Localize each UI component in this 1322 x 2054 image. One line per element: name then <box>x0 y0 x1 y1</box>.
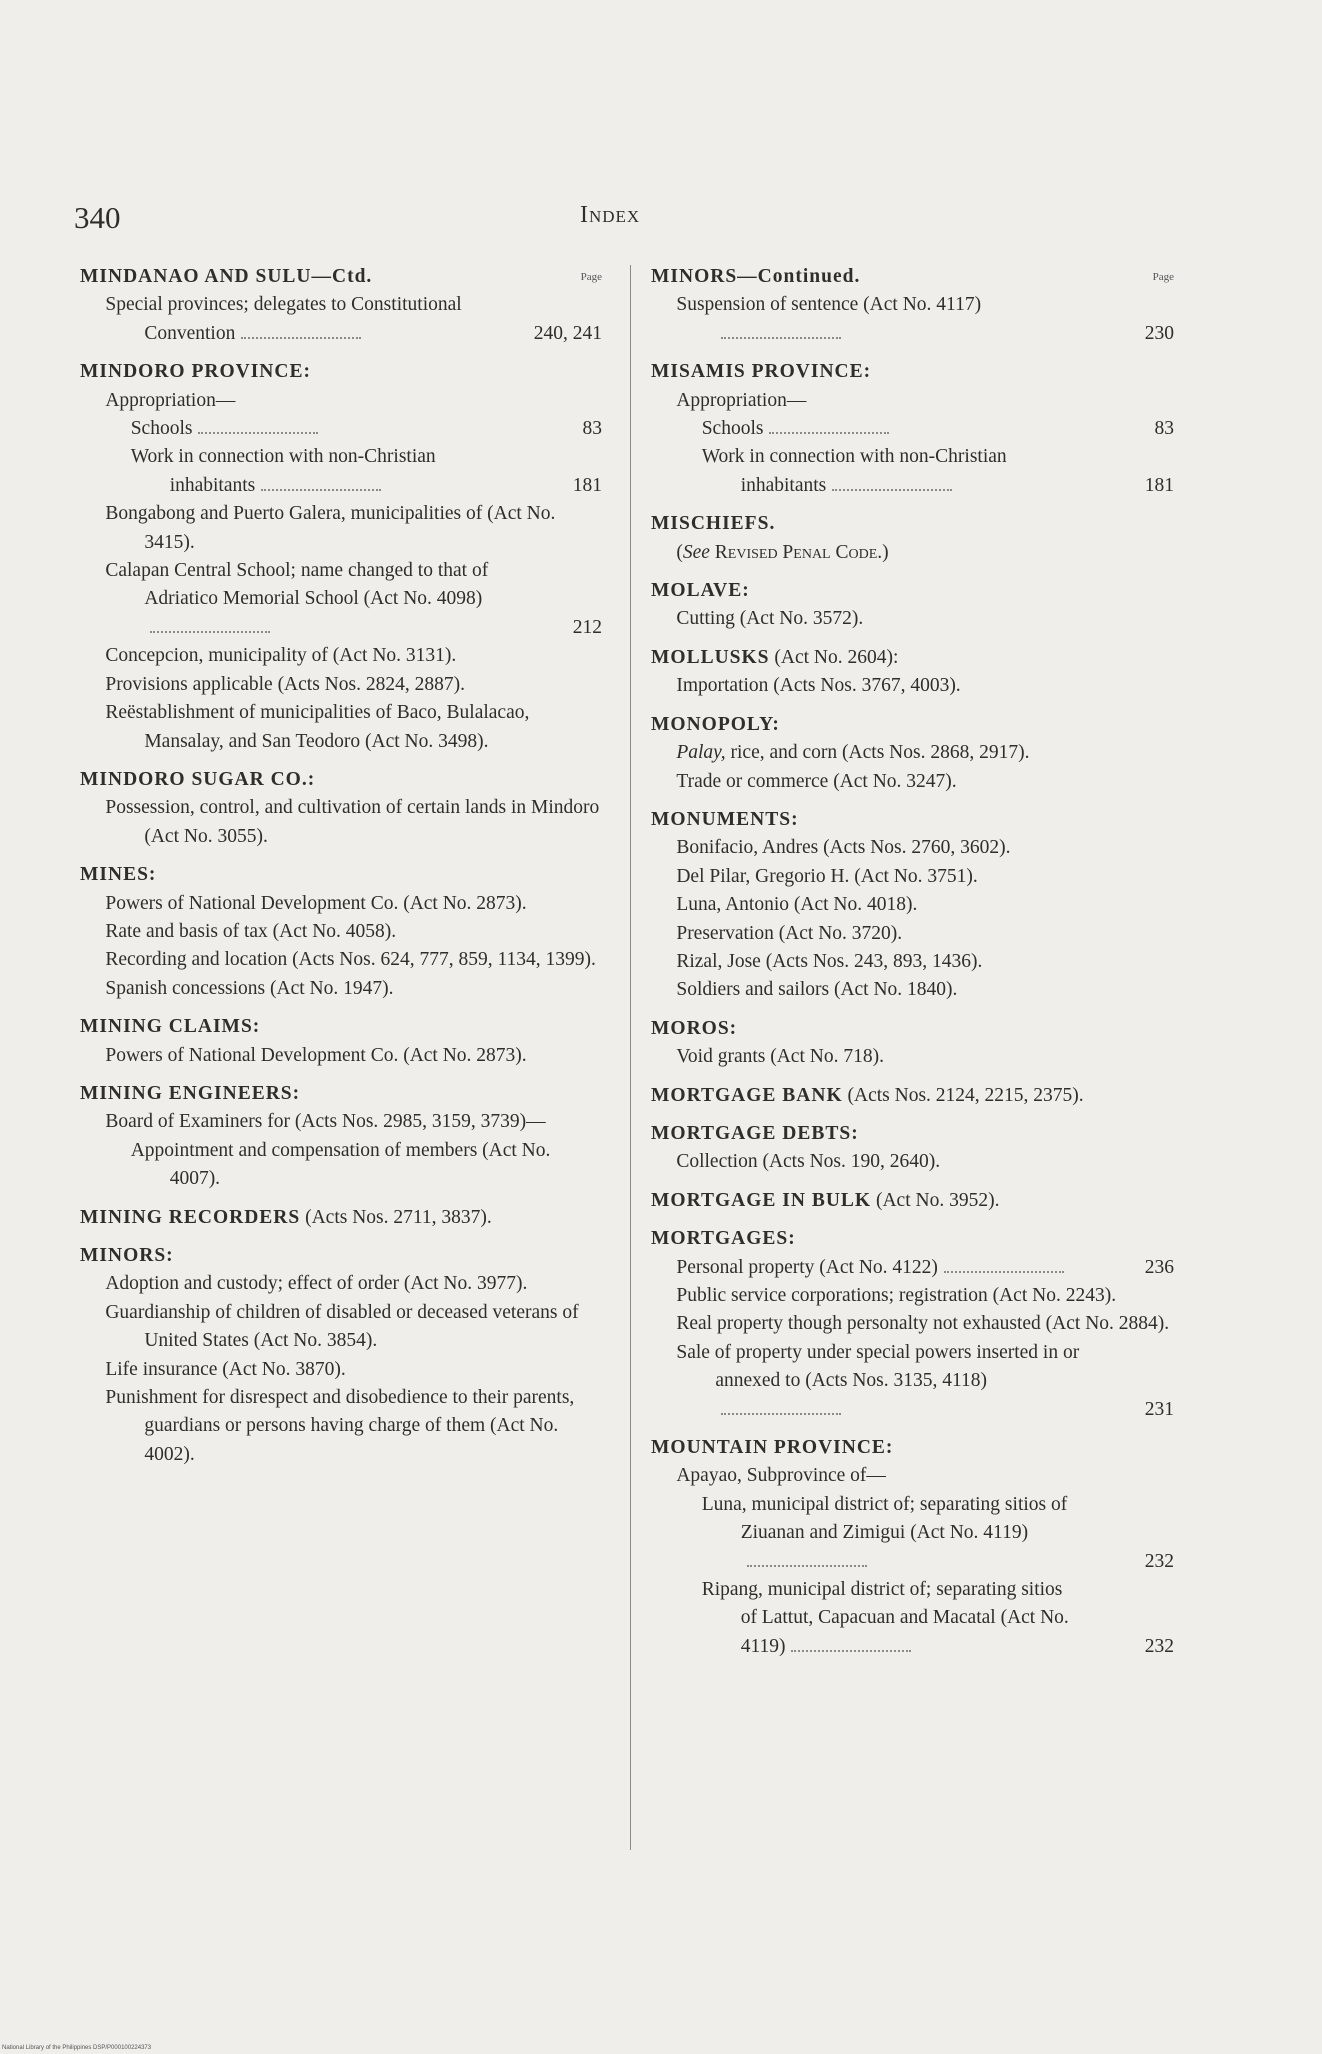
index-entry <box>651 672 1174 700</box>
entry-text: Preservation (Act No. 3720). <box>676 922 903 944</box>
index-entry <box>80 918 602 946</box>
index-entry <box>80 1137 602 1194</box>
right-column <box>651 263 1174 1661</box>
index-entry <box>80 291 602 348</box>
heading-text: MORTGAGE BANK <box>651 1084 843 1106</box>
index-entry <box>651 863 1174 891</box>
see-word: See <box>682 541 710 563</box>
dot-leader <box>791 1639 911 1652</box>
index-entry <box>651 415 1174 443</box>
dot-leader <box>747 1554 867 1567</box>
dot-leader <box>150 620 270 633</box>
index-heading <box>80 1080 602 1108</box>
entry-text: Trade or commerce (Act No. 3247). <box>676 770 957 792</box>
page-reference: 181 <box>1144 474 1174 496</box>
entry-text: Ripang, municipal district of; separating sitios of Lattut, Capacuan and Macatal (Act No. 4119) <box>701 1579 1069 1657</box>
dot-leader <box>721 1402 841 1415</box>
dot-leader <box>261 478 381 491</box>
entry-text: Apayao, Subprovince of— <box>676 1465 886 1487</box>
dot-leader <box>832 478 952 491</box>
index-entry <box>651 387 1174 415</box>
page-reference: 212 <box>572 616 602 638</box>
dot-leader <box>241 326 361 339</box>
heading-text: MISAMIS PROVINCE: <box>651 361 872 383</box>
page-reference: 230 <box>1144 322 1174 344</box>
see-target: Revised Penal Code. <box>714 541 883 563</box>
dot-leader <box>198 421 318 434</box>
entry-text: Powers of National Development Co. (Act No. 2873). <box>105 1044 527 1066</box>
index-entry <box>651 1576 1174 1661</box>
entry-text: Real property though personalty not exhausted (Act No. 2884). <box>676 1313 1170 1335</box>
index-heading <box>80 1204 602 1232</box>
index-entry <box>651 1462 1174 1490</box>
heading-reference: (Act No. 2604): <box>769 646 899 668</box>
dot-leader <box>944 1260 1064 1273</box>
left-column <box>80 263 602 1469</box>
page-reference: 83 <box>582 418 602 440</box>
index-heading <box>651 806 1174 834</box>
left-column-entries <box>80 263 602 1469</box>
entry-text: Schools <box>701 418 764 440</box>
index-entry <box>80 443 602 500</box>
entry-text: Spanish concessions (Act No. 1947). <box>105 977 394 999</box>
index-entry <box>80 1270 602 1298</box>
entry-text: Work in connection with non-Christian inhabitants <box>130 446 436 496</box>
entry-text: Adoption and custody; effect of order (Act No. 3977). <box>105 1273 528 1295</box>
index-heading <box>651 1187 1174 1215</box>
index-entry <box>80 890 602 918</box>
running-head: Index <box>580 202 641 228</box>
index-heading <box>651 1015 1174 1043</box>
entry-text: Bongabong and Puerto Galera, municipalities of (Act No. 3415). <box>105 503 556 553</box>
page-reference: 231 <box>1144 1398 1174 1420</box>
index-entry <box>651 1254 1174 1282</box>
index-entry <box>80 1042 602 1070</box>
entry-text: rice, and corn (Acts Nos. 2868, 2917). <box>725 742 1030 764</box>
entry-text: Appointment and compensation of members (Act No. 4007). <box>130 1139 551 1190</box>
index-heading <box>651 1434 1174 1462</box>
heading-text: MISCHIEFS. <box>651 513 776 535</box>
index-entry <box>651 1148 1174 1176</box>
page-reference: 236 <box>1144 1256 1174 1278</box>
heading-text: MORTGAGE DEBTS: <box>651 1122 859 1144</box>
entry-text: Suspension of sentence (Act No. 4117) <box>676 294 982 316</box>
index-heading <box>651 1120 1174 1148</box>
entry-text: Void grants (Act No. 718). <box>676 1046 884 1068</box>
entry-text: Work in connection with non-Christian inhabitants <box>701 446 1007 496</box>
page-reference: 232 <box>1144 1635 1174 1657</box>
index-entry <box>651 1043 1174 1071</box>
index-entry <box>80 946 602 974</box>
index-entry <box>651 834 1174 862</box>
index-entry <box>80 794 602 851</box>
page-column-label: Page <box>1152 271 1174 283</box>
index-entry <box>651 1282 1174 1310</box>
index-heading <box>651 510 1174 538</box>
heading-text: MOROS: <box>651 1017 738 1039</box>
entry-text: Concepcion, municipality of (Act No. 3131). <box>105 645 457 667</box>
heading-text: MINORS: <box>80 1245 174 1266</box>
index-entry <box>651 976 1174 1004</box>
column-divider <box>630 265 631 1850</box>
index-entry <box>80 975 602 1003</box>
index-heading <box>80 263 602 291</box>
entry-text: Powers of National Development Co. (Act No. 2873). <box>105 892 527 914</box>
entry-text: Rizal, Jose (Acts Nos. 243, 893, 1436). <box>676 950 983 972</box>
index-entry <box>651 891 1174 919</box>
index-entry <box>80 1108 602 1136</box>
index-entry <box>80 415 602 443</box>
index-entry <box>651 1491 1174 1576</box>
page-number: 340 <box>74 200 121 235</box>
heading-text: MOLAVE: <box>651 580 750 602</box>
page-reference: 181 <box>572 474 602 496</box>
dot-leader <box>721 326 841 339</box>
entry-text: Luna, municipal district of; separating sitios of Ziuanan and Zimigui (Act No. 4119) <box>701 1493 1068 1544</box>
entry-text: Special provinces; delegates to Constitutional Convention <box>105 294 462 344</box>
index-heading <box>80 766 602 794</box>
entry-text: Calapan Central School; name changed to that of Adriatico Memorial School (Act No. 4098) <box>105 560 489 610</box>
index-entry <box>651 739 1174 767</box>
index-entry <box>80 1299 602 1356</box>
heading-text: MINDORO SUGAR CO.: <box>80 768 316 790</box>
index-heading <box>80 861 602 889</box>
index-heading <box>80 1242 602 1270</box>
index-entry <box>651 948 1174 976</box>
entry-text: Appropriation— <box>105 389 236 411</box>
entry-text: Recording and location (Acts Nos. 624, 777, 859, 1134, 1399). <box>105 949 596 971</box>
entry-text: Importation (Acts Nos. 3767, 4003). <box>676 675 961 697</box>
cross-reference: (See Revised Penal Code.) <box>676 541 889 563</box>
heading-text: MONUMENTS: <box>651 808 799 830</box>
heading-text: MINING ENGINEERS: <box>80 1082 301 1104</box>
page-reference: 240, 241 <box>533 322 602 344</box>
index-entry <box>651 291 1174 348</box>
entry-text: Punishment for disrespect and disobedience to their parents, guardians or persons having charge of them (Act No. 4002). <box>105 1387 575 1465</box>
index-heading <box>651 711 1174 739</box>
index-heading <box>651 358 1174 386</box>
index-entry <box>651 443 1174 500</box>
index-entry <box>80 387 602 415</box>
entry-text: Schools <box>130 418 193 440</box>
footer-credit: National Library of the Philippines DSP/P000100224373 <box>2 2045 152 2051</box>
heading-reference: (Acts Nos. 2711, 3837). <box>300 1206 492 1228</box>
entry-text: Personal property (Act No. 4122) <box>676 1256 938 1278</box>
index-entry <box>80 699 602 756</box>
entry-italic-term: Palay, <box>676 742 726 764</box>
entry-text: Life insurance (Act No. 3870). <box>105 1358 346 1380</box>
index-entry <box>80 1384 602 1469</box>
entry-text: Guardianship of children of disabled or deceased veterans of United States (Act No. 3854). <box>105 1301 579 1352</box>
index-entry <box>80 671 602 699</box>
index-entry <box>80 642 602 670</box>
entry-text: Board of Examiners for (Acts Nos. 2985, 3159, 3739)— <box>105 1111 546 1133</box>
page-column-label: Page <box>580 271 602 283</box>
page-reference: 232 <box>1144 1550 1174 1572</box>
index-entry <box>80 1356 602 1384</box>
heading-text: MINING CLAIMS: <box>80 1016 261 1038</box>
heading-text: MONOPOLY: <box>651 713 780 735</box>
entry-text: Cutting (Act No. 3572). <box>676 608 864 630</box>
heading-text: MOUNTAIN PROVINCE: <box>651 1437 894 1459</box>
heading-text: MORTGAGE IN BULK <box>651 1189 872 1211</box>
heading-text: MINING RECORDERS <box>80 1206 301 1228</box>
index-entry <box>651 605 1174 633</box>
entry-text: Collection (Acts Nos. 190, 2640). <box>676 1151 941 1173</box>
index-heading <box>651 1225 1174 1253</box>
right-column-entries <box>651 263 1174 1661</box>
heading-text: MOLLUSKS <box>651 646 770 668</box>
entry-text: Luna, Antonio (Act No. 4018). <box>676 894 918 916</box>
entry-text: Bonifacio, Andres (Acts Nos. 2760, 3602). <box>676 837 1011 859</box>
heading-text: MINORS—Continued. <box>651 266 861 287</box>
index-heading <box>651 263 1174 291</box>
index-entry <box>651 768 1174 796</box>
index-heading <box>651 1082 1174 1110</box>
index-heading <box>651 577 1174 605</box>
index-entry <box>651 920 1174 948</box>
heading-text: MINES: <box>80 864 157 886</box>
index-heading <box>80 1013 602 1041</box>
heading-text: MINDORO PROVINCE: <box>80 361 311 383</box>
heading-text: MINDANAO AND SULU—Ctd. <box>80 266 373 287</box>
heading-text: MORTGAGES: <box>651 1228 796 1250</box>
index-entry <box>651 1339 1174 1424</box>
index-entry <box>80 500 602 557</box>
entry-text: Appropriation— <box>676 389 807 411</box>
heading-reference: (Acts Nos. 2124, 2215, 2375). <box>842 1084 1084 1106</box>
entry-text: Possession, control, and cultivation of certain lands in Mindoro (Act No. 3055). <box>105 797 600 847</box>
entry-text: Rate and basis of tax (Act No. 4058). <box>105 920 397 942</box>
entry-text: Reëstablishment of municipalities of Baco, Bulalacao, Mansalay, and San Teodoro (Act No. 3498). <box>105 702 530 752</box>
index-entry <box>651 1310 1174 1338</box>
dot-leader <box>769 421 889 434</box>
entry-text: Sale of property under special powers inserted in or annexed to (Acts Nos. 3135, 4118) <box>676 1341 1080 1392</box>
index-heading <box>651 644 1174 672</box>
entry-text: Provisions applicable (Acts Nos. 2824, 2887). <box>105 673 465 695</box>
entry-text: Del Pilar, Gregorio H. (Act No. 3751). <box>676 865 978 887</box>
heading-reference: (Act No. 3952). <box>871 1189 1000 1211</box>
index-heading <box>80 358 602 386</box>
entry-text: Soldiers and sailors (Act No. 1840). <box>676 979 958 1001</box>
entry-text: Public service corporations; registration (Act No. 2243). <box>676 1285 1117 1306</box>
index-entry <box>80 557 602 642</box>
page-reference: 83 <box>1154 418 1174 440</box>
